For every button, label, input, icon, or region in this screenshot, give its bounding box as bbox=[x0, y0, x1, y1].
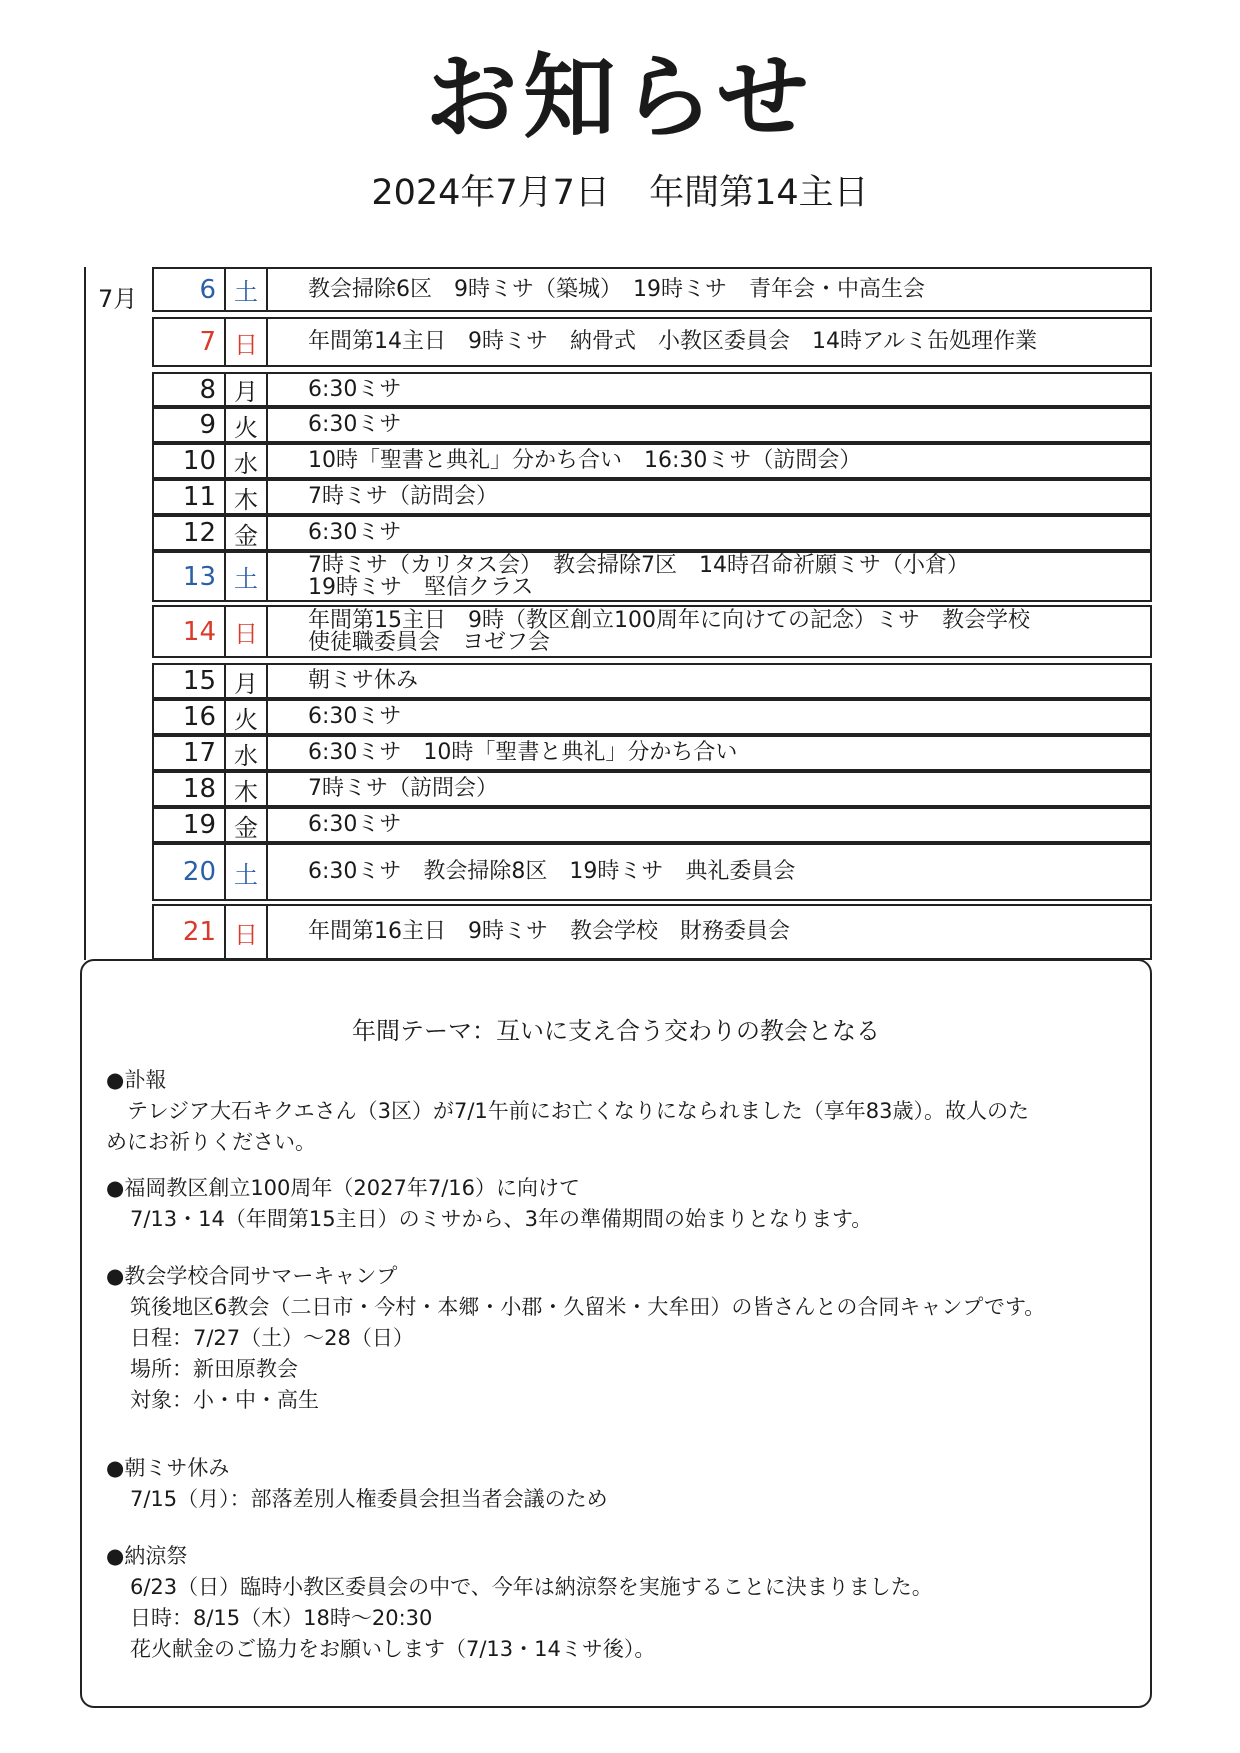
camp-line: 日程：7/27（土）～28（日） bbox=[130, 1326, 414, 1350]
schedule-row bbox=[152, 317, 1152, 367]
weekday: 金 bbox=[226, 517, 268, 549]
events: 7時ミサ（訪問会） bbox=[308, 776, 498, 801]
weekday: 木 bbox=[226, 773, 268, 805]
day-number: 8 bbox=[154, 374, 226, 405]
weekday: 火 bbox=[226, 409, 268, 441]
sunday-label: 年間第14主日 bbox=[649, 173, 869, 213]
schedule-row bbox=[152, 443, 1152, 479]
schedule-table bbox=[84, 267, 1153, 960]
schedule-row bbox=[152, 735, 1152, 771]
events: 年間第15主日 9時（教区創立100周年に向けての記念）ミサ 教会学校 使徒職委員会 ヨゼフ会 bbox=[308, 607, 1030, 655]
day-number: 6 bbox=[154, 269, 226, 310]
weekday: 月 bbox=[226, 374, 268, 405]
events: 朝ミサ休み bbox=[308, 668, 419, 693]
weekday: 金 bbox=[226, 809, 268, 841]
day-number: 12 bbox=[154, 517, 226, 549]
mass-off-body: 7/15（月）：部落差別人権委員会担当者会議のため bbox=[130, 1487, 608, 1511]
schedule-row bbox=[152, 479, 1152, 515]
schedule-row bbox=[152, 515, 1152, 551]
day-number: 10 bbox=[154, 445, 226, 477]
annual-theme: 年間テーマ：互いに支え合う交わりの教会となる bbox=[352, 1017, 880, 1045]
obituary-body: テレジア大石キクエさん（3区）が7/1午前にお亡くなりになられました（享年83歳）。故人のた めにお祈りください。 bbox=[106, 1099, 1030, 1154]
schedule-row bbox=[152, 843, 1152, 901]
schedule-row bbox=[152, 699, 1152, 735]
day-number: 11 bbox=[154, 481, 226, 513]
festival-line: 6/23（日）臨時小教区委員会の中で、今年は納涼祭を実施することに決まりました。 bbox=[130, 1575, 933, 1599]
events: 6:30ミサ 教会掃除8区 19時ミサ 典礼委員会 bbox=[308, 859, 796, 884]
weekday: 月 bbox=[226, 665, 268, 697]
events: 6:30ミサ bbox=[308, 412, 402, 437]
anniversary-heading: ●福岡教区創立100周年（2027年7/16）に向けて bbox=[106, 1176, 581, 1200]
weekday: 日 bbox=[226, 319, 268, 365]
anniversary-section bbox=[106, 1173, 872, 1235]
events: 教会掃除6区 9時ミサ（築城） 19時ミサ 青年会・中高生会 bbox=[308, 276, 925, 302]
day-number: 16 bbox=[154, 701, 226, 733]
camp-line: 筑後地区6教会（二日市・今村・本郷・小郡・久留米・大牟田）の皆さんとの合同キャンプです。 bbox=[130, 1295, 1046, 1319]
schedule-row bbox=[152, 551, 1152, 602]
events: 6:30ミサ 10時「聖書と典礼」分かち合い bbox=[308, 740, 738, 765]
festival-heading: ●納涼祭 bbox=[106, 1544, 188, 1568]
weekday: 日 bbox=[226, 607, 268, 656]
schedule-row bbox=[152, 904, 1152, 960]
day-number: 19 bbox=[154, 809, 226, 841]
events: 年間第16主日 9時ミサ 教会学校 財務委員会 bbox=[308, 919, 790, 944]
schedule-row bbox=[152, 605, 1152, 658]
festival-section bbox=[106, 1541, 933, 1665]
events: 7時ミサ（カリタス会） 教会掃除7区 14時召命祈願ミサ（小倉） 19時ミサ 堅信クラス bbox=[308, 552, 969, 600]
weekday: 日 bbox=[226, 906, 268, 958]
anniversary-body: 7/13・14（年間第15主日）のミサから、3年の準備期間の始まりとなります。 bbox=[130, 1207, 873, 1231]
festival-line: 花火献金のご協力をお願いします（7/13・14ミサ後）。 bbox=[130, 1637, 656, 1661]
weekday: 水 bbox=[226, 737, 268, 769]
obituary-section bbox=[106, 1065, 1126, 1158]
day-number: 21 bbox=[154, 906, 226, 958]
day-number: 14 bbox=[154, 607, 226, 656]
mass-off-section bbox=[106, 1453, 608, 1515]
weekday: 木 bbox=[226, 481, 268, 513]
date-label: 2024年7月7日 bbox=[371, 173, 610, 213]
day-number: 15 bbox=[154, 665, 226, 697]
events: 7時ミサ（訪問会） bbox=[308, 484, 498, 509]
page-subtitle bbox=[0, 173, 1240, 213]
day-number: 13 bbox=[154, 553, 226, 600]
day-number: 9 bbox=[154, 409, 226, 441]
events: 6:30ミサ bbox=[308, 520, 402, 545]
day-number: 7 bbox=[154, 319, 226, 365]
events: 年間第14主日 9時ミサ 納骨式 小教区委員会 14時アルミ缶処理作業 bbox=[308, 329, 1038, 354]
weekday: 土 bbox=[226, 845, 268, 899]
weekday: 土 bbox=[226, 553, 268, 600]
events: 6:30ミサ bbox=[308, 376, 402, 402]
weekday: 土 bbox=[226, 269, 268, 310]
weekday: 火 bbox=[226, 701, 268, 733]
notice-box bbox=[80, 959, 1152, 1708]
mass-off-heading: ●朝ミサ休み bbox=[106, 1456, 230, 1480]
day-number: 20 bbox=[154, 845, 226, 899]
schedule-row bbox=[152, 407, 1152, 443]
camp-line: 対象：小・中・高生 bbox=[130, 1388, 319, 1412]
weekday: 水 bbox=[226, 445, 268, 477]
camp-section bbox=[106, 1261, 1045, 1416]
day-number: 18 bbox=[154, 773, 226, 805]
page-title: お知らせ bbox=[425, 44, 815, 151]
events: 6:30ミサ bbox=[308, 704, 402, 729]
camp-line: 場所：新田原教会 bbox=[130, 1357, 298, 1381]
obituary-heading: ●訃報 bbox=[106, 1068, 167, 1092]
events: 6:30ミサ bbox=[308, 812, 402, 837]
day-number: 17 bbox=[154, 737, 226, 769]
schedule-row bbox=[152, 807, 1152, 843]
camp-heading: ●教会学校合同サマーキャンプ bbox=[106, 1264, 398, 1288]
festival-line: 日時：8/15（木）18時～20:30 bbox=[130, 1606, 433, 1630]
schedule-row bbox=[152, 372, 1152, 407]
month-label: 7月 bbox=[98, 285, 138, 313]
schedule-row bbox=[152, 771, 1152, 807]
events: 10時「聖書と典礼」分かち合い 16:30ミサ（訪問会） bbox=[308, 448, 862, 473]
schedule-row bbox=[152, 267, 1152, 312]
schedule-row bbox=[152, 663, 1152, 699]
